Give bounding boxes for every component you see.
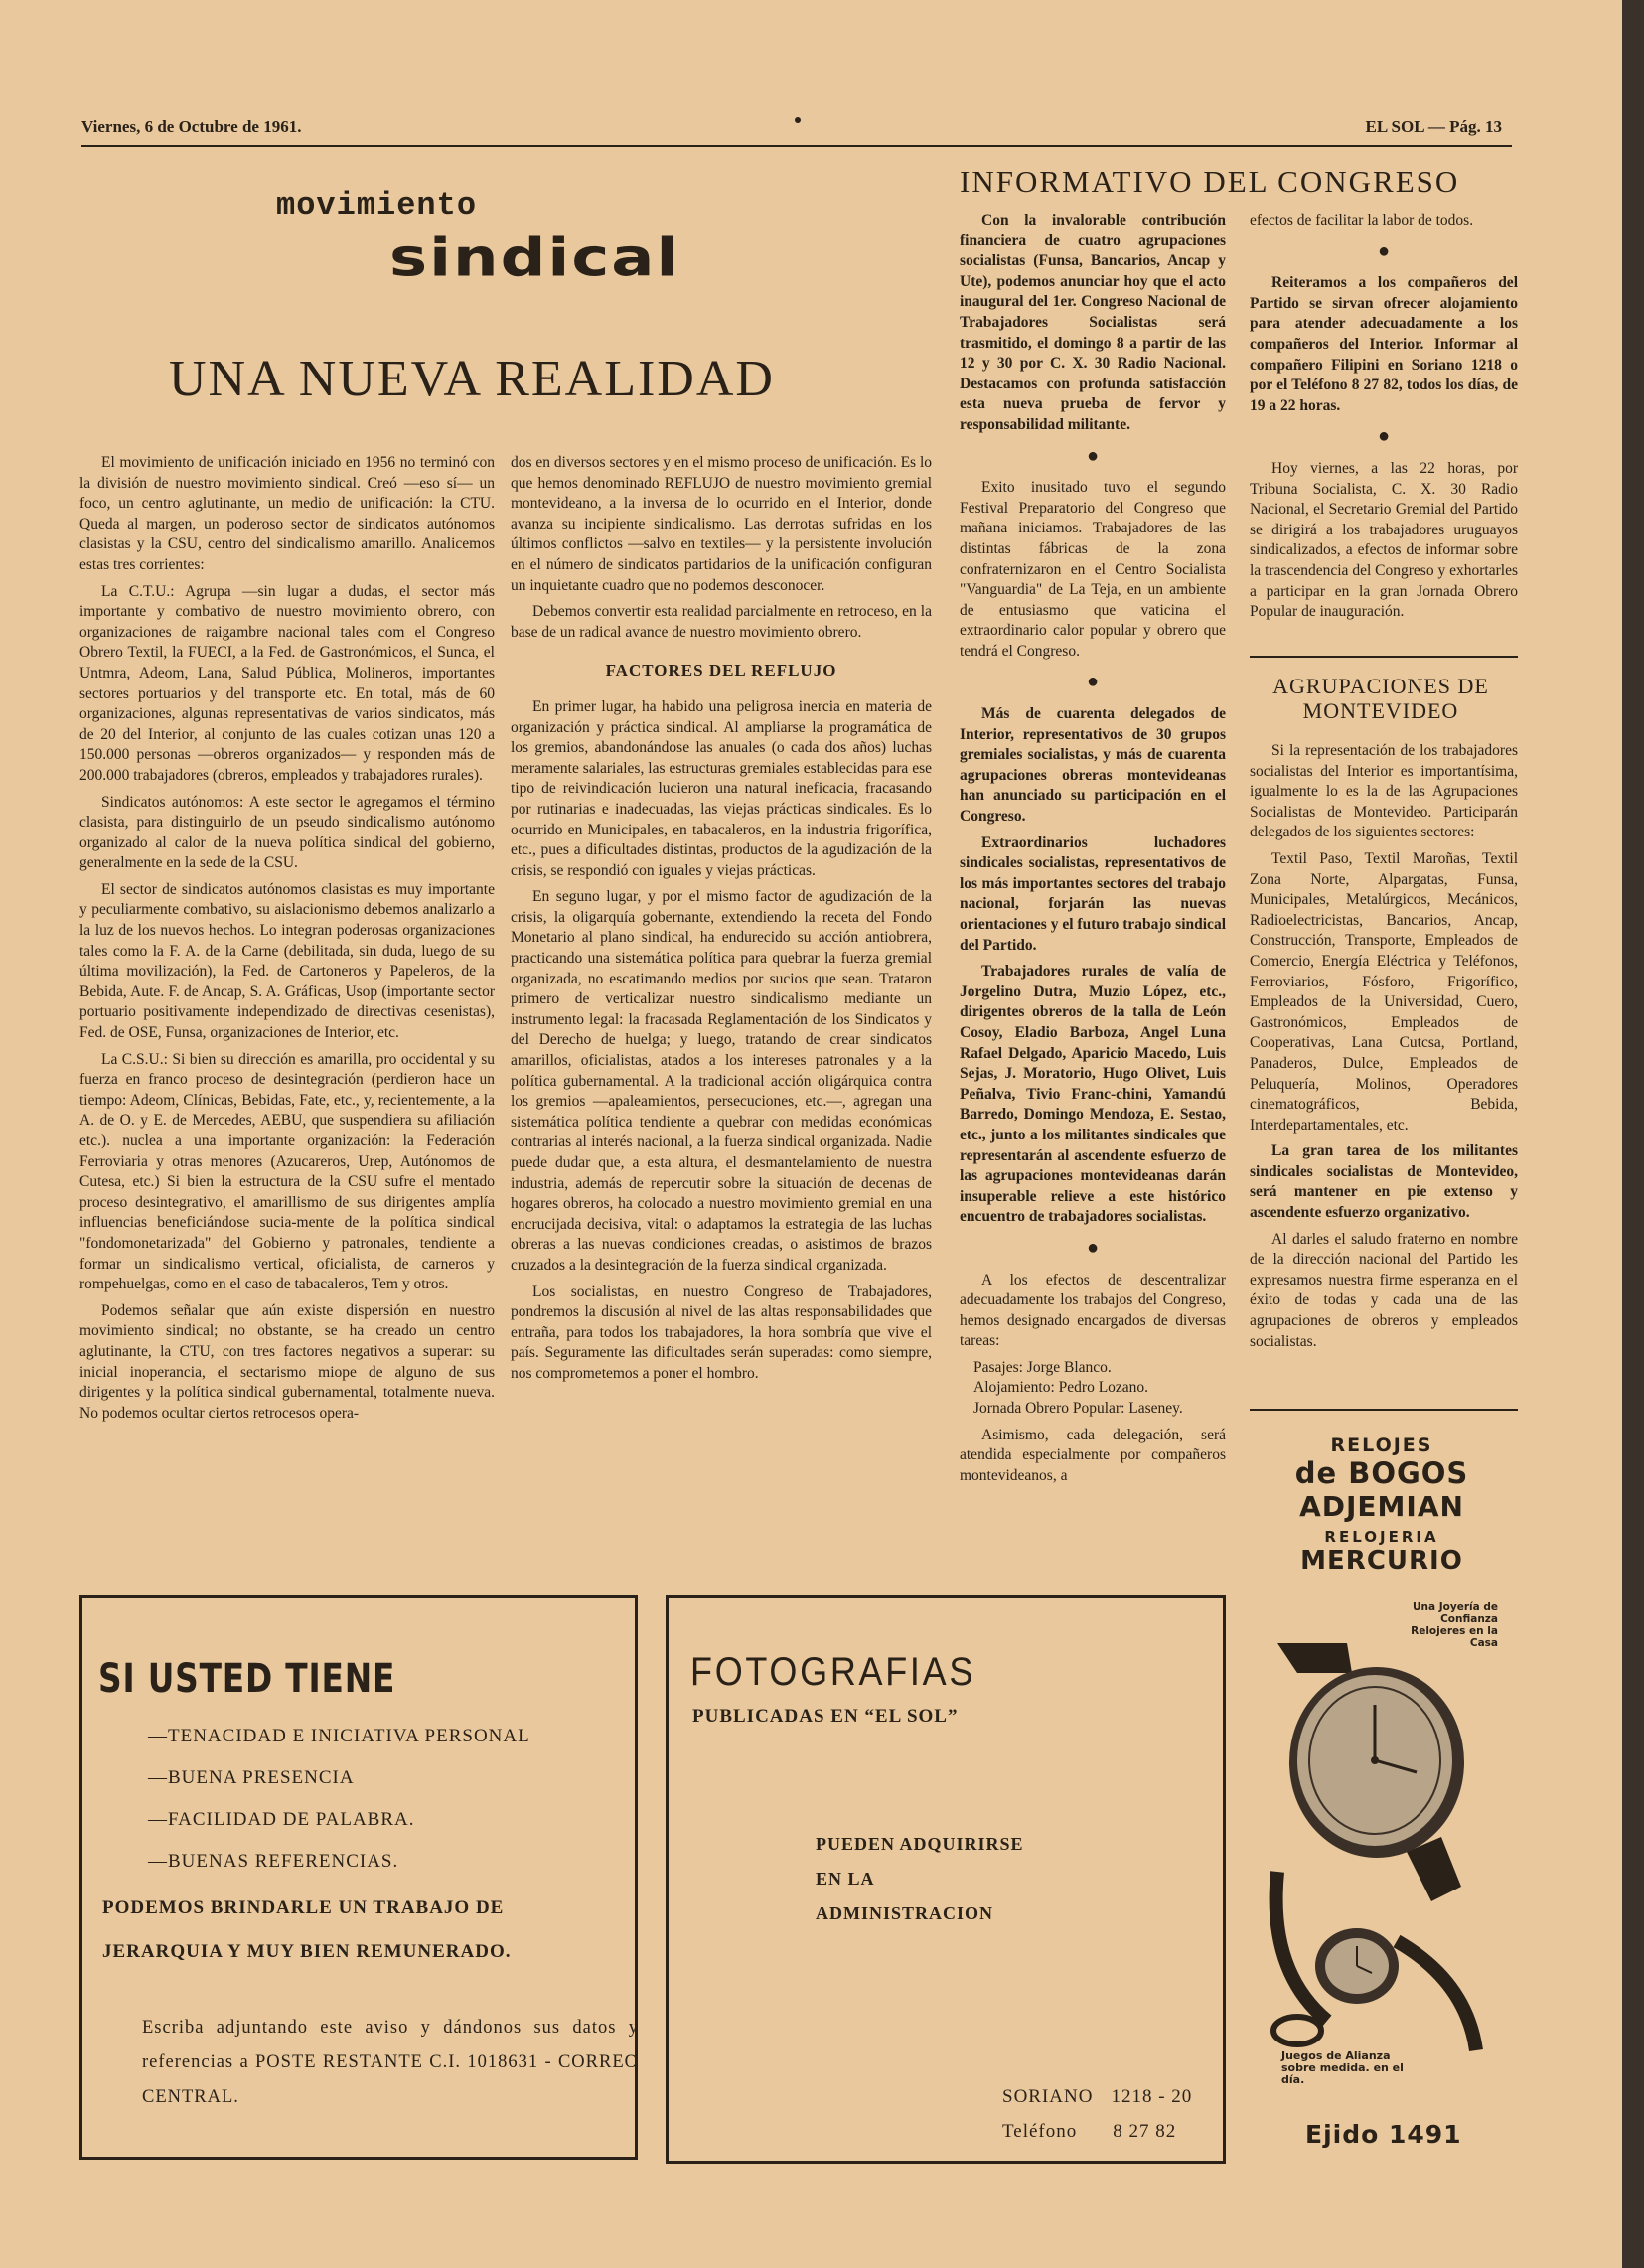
info-paragraph: Más de cuarenta delegados de Interior, representativos de 30 grupos gremiales socialistas, y más de cuarenta agrupaciones obreras montevideanas han anunciado su participación en el Congreso.	[960, 705, 1226, 826]
col2-paragraph: En seguno lugar, y por el mismo factor de agudización de la crisis, la oligarquía gobernante, extendiendo la receta del Fondo Monetario al plano sindical, ha endurecido su acción antiobrera, practicando una sistemática política para quebrar la fuerza gremial organizada, no escatimando medios por sucios que sean. Trataron primero de verticalizar nuestro sindicalismo mediante un instrumento legal: la fracasada Reglamentación de los Sindicatos y del Derecho de huelga; y luego, tratando de crear sindicatos amarillos, oficialistas, atados a los intereses patronales y a la política gubernamental. A la tradicional acción oligárquica contra los gremios —apaleamientos, persecuciones, etc.—, agregan una sistemática política tendiente a quebrar con medidas económicas contrarias al interés nacional, a la fuerza sindical organizada. Nadie puede dudar que, a esta altura, el desmantelamiento de nuestra industria, además de repercutir sobre la situación de decenas de hogares obreros, ha colocado a nuestro movimiento gremial en una encrucijada decisiva, vital: o adaptamos la estrategia de las luchas obreras a las nuevas condiciones creadas, o asistimos de brazos cruzados a la desintegración de la fuerza sindical organizada.	[511, 888, 932, 1274]
agr-paragraph: La gran tarea de los militantes sindicales socialistas de Montevideo, será mantener en pie extenso y ascendente esfuerzo organizativo.	[1250, 1142, 1518, 1222]
ad-relojes-line1: RELOJES	[1330, 1435, 1433, 1456]
watch-icon	[1277, 1643, 1464, 1901]
ad-relojes	[1258, 1435, 1506, 2170]
info-paragraph: Trabajadores rurales de valía de Jorgelino Dutra, Muzio López, etc., dirigentes obreros de la talla de León Cosoy, Eladio Barboza, Angel Luna Rafael Delgado, Aparicio Macedo, Luis Sejas, J. Moratorio, Hugo Olivet, Luis Peñalva, Tivio Franc-chini, Yamandú Barredo, Domingo Mendoza, E. Sestao, etc., junto a los militantes sindicales que representarán al ascendente esfuerzo de las agrupaciones montevideanas darán insuperable relieve a este histórico encuentro de trabajadores socialistas.	[960, 963, 1226, 1226]
ad-fotos-subtitle: PUBLICADAS EN “EL SOL”	[692, 1706, 959, 1727]
ring-icon	[1273, 2017, 1321, 2044]
ad-empleo-contact: Escriba adjuntando este aviso y dándonos sus datos y referencias a POSTE RESTANTE C.I. 1018631 - CORREO CENTRAL.	[142, 2018, 639, 2107]
subhead: FACTORES DEL REFLUJO	[605, 661, 837, 680]
small-watch-icon	[1276, 1872, 1476, 2050]
info-paragraph: Hoy viernes, a las 22 horas, por Tribuna Socialista, C. X. 30 Radio Nacional, el Secretario Gremial del Partido se dirigirá a los trabajadores uruguayos sindicalizados, a efectos de informar sobre la trascendencia del Congreso y exhortarles a participar en la gran Jornada Obrero Popular de inauguración.	[1250, 459, 1518, 621]
header-rule	[81, 145, 1512, 147]
article-column-1	[79, 453, 495, 1430]
ad-empleo-item: — FACILIDAD DE PALABRA.	[148, 1799, 530, 1841]
ad-empleo-title: SI USTED TIENE	[98, 1656, 396, 1702]
section-rule	[1250, 656, 1518, 658]
col1-paragraph: El movimiento de unificación iniciado en 1956 no terminó con la división de nuestro movimiento sindical. Creó —eso sí— un foco, un centro aglutinante, un medio de unificación: la CTU. Queda al margen, un poderoso sector de sindicatos autónomos clasistas y la CSU, centro del sindicalismo amarillo. Analicemos estas tres corrientes:	[79, 454, 495, 573]
bullet: ●	[1086, 444, 1100, 467]
bullet: ●	[1086, 671, 1100, 693]
ad-fotos-line: ADMINISTRACION	[816, 1903, 994, 1923]
info-paragraph: Extraordinarios luchadores sindicales socialistas, representativos de los más importantes sectores del trabajo nacional, forjarán las nuevas orientaciones y el futuro trabajo sindical del Partido.	[960, 833, 1226, 954]
header-dot	[795, 117, 801, 123]
header-page: EL SOL — Pág. 13	[1365, 117, 1502, 136]
col1-paragraph: La C.T.U.: Agrupa —sin lugar a dudas, el sector más importante y combativo de nuestro movimiento obrero, con organizaciones de raigambre nacional tales com el Congreso Obrero Textil, la FUECI, a la Fed. de Gastronómicos, el Sunca, el Untmra, Adeom, Lana, Salud Pública, Molineros, importantes sectores portuarios y del transporte etc. En total, más de 60 organizaciones, algunas representativas de varios sindicatos, más de 20 del Interior, al conjunto de las cuales cotizan unas 120 a 150.000 personas —obreros organizados— y responden más de 200.000 trabajadores (obreros, empleados y trabajadores rurales).	[79, 582, 495, 784]
ad-empleo-item: — BUENA PRESENCIA	[148, 1757, 530, 1799]
col2-paragraph: Los socialistas, en nuestro Congreso de Trabajadores, pondremos la discusión al nivel de las altas responsabilidades que entraña, para todos los trabajadores, la hora sombría que vive el país. Seguramente las dificultades serán superadas: como siempre, nos comprometemos a poner el hombro.	[511, 1283, 932, 1382]
watch-illustration	[1258, 1643, 1506, 2060]
ad-empleo-offer: PODEMOS BRINDARLE UN TRABAJO DE JERARQUIA Y MUY BIEN REMUNERADO.	[102, 1897, 512, 1962]
ad-fotografias	[666, 1595, 1226, 2164]
ad-relojes-slogan: Una Joyería de Confianza Relojeres en la Casa	[1411, 1601, 1498, 1649]
info-paragraph: Con la invalorable contribución financiera de cuatro agrupaciones socialistas (Funsa, Bancarios, Ancap y Ute), podemos anunciar hoy que el acto inaugural del 1er. Congreso Nacional de Trabajadores Socialistas será trasmitido, el domingo 8 a partir de las 12 y 30 por C. X. 30 Radio Nacional. Destacamos con profunda satisfacción esta nueva prueba de fervor y responsabilidad militante.	[960, 212, 1226, 433]
col1-paragraph: La C.S.U.: Si bien su dirección es amarilla, pro occidental y su fuerza en franco proceso de desintegración (perdieron hace un tiempo: Adeom, Clínicas, Bebidas, Fate, etc., y, recientemente, a la A. de O. y E. de Mercedes, AEBU, que suspendiera su afiliación etc.). nuclea a una importante organización: la Federación Ferroviaria y otras menores (Azucareros, Urep, Autónomos de Cutesa, etc.) Si bien la estructura de la CSU sufre el mentado proceso desintegrativo, el amarillismo de sus dirigentes amplía influencias beneficiándose sucia-mente de la política sindical "fondomonetarizada" del Gobierno y patronales, tendiente a formar un sindicalismo vertical, oficialista, de carneros y rompehuelgas, como en el caso de tabacaleros, Tem y otros.	[79, 1050, 495, 1293]
ad-relojes-line2: de BOGOS	[1294, 1456, 1469, 1490]
informativo-column-2	[1250, 211, 1518, 629]
agrupaciones-column	[1250, 741, 1518, 1358]
section-rule	[1250, 1409, 1518, 1411]
agr-paragraph: Si la representación de los trabajadores socialistas del Interior es importantísima, igualmente lo es la de las Agrupaciones Socialistas de Montevideo. Participarán delegados de los siguientes sectores:	[1250, 742, 1518, 841]
article-column-2	[511, 453, 932, 1391]
task-item: Alojamiento: Pedro Lozano.	[973, 1379, 1149, 1397]
col1-paragraph: Podemos señalar que aún existe dispersión en nuestro movimiento sindical; no obstante, se ha creado un centro aglutinante, la CTU, con tres factores negativos a superar: su inicial inoperancia, el sectarismo miope de alguno de sus dirigentes y la política sindical gubernamental, totalmente nueva. No podemos ocultar ciertos retrocesos opera-	[79, 1301, 495, 1422]
ad-relojes-address: Ejido 1491	[1305, 2120, 1462, 2149]
section-kicker: movimiento	[276, 187, 478, 224]
ad-empleo	[79, 1595, 638, 2160]
ad-empleo-item: — BUENAS REFERENCIAS.	[148, 1841, 530, 1883]
ad-relojes-line5: MERCURIO	[1300, 1546, 1463, 1576]
ad-fotos-line: PUEDEN ADQUIRIRSE	[816, 1834, 1024, 1854]
agr-paragraph: Textil Paso, Textil Maroñas, Textil Zona Norte, Alpargatas, Funsa, Municipales, Metalúrgicos, Mecánicos, Radioelectricistas, Bancarios, Ancap, Construcción, Transporte, Empleados de Comercio, Energía Eléctrica y Teléfonos, Ferroviarios, Fósforo, Frigorífico, Empleados de la Universidad, Cuero, Gastronómicos, Empleados de Cooperativas, Lana Cutcsa, Portland, Panaderos, Dulce, Empleados de Peluquería, Molinos, Operadores cinematográficos, Bebida, Interdepartamentales, etc.	[1250, 849, 1518, 1134]
info-paragraph: Asimismo, cada delegación, será atendida especialmente por compañeros montevideanos, a	[960, 1426, 1226, 1484]
phone-label: Teléfono	[1002, 2121, 1078, 2142]
task-item: Pasajes: Jorge Blanco.	[973, 1358, 1112, 1376]
col2-paragraph: En primer lugar, ha habido una peligrosa inercia en materia de organización y práctica sindical. Al ampliarse la programática de los gremios, abandonándose las anuales (o cada dos años) luchas meramente salariales, las estructuras gremiales establecidas para ese tipo de reivindicación lucieron una natural ineficacia, fracasando por rutinarias e inadecuadas, las viejas prácticas sindicales. Es lo ocurrido en Municipales, en tabacaleros, en la industria frigorífica, etc., pues a dificultades distintas, productos de la agudización de la crisis, se respondió con iguales y viejas prácticas.	[511, 697, 932, 879]
bullet: ●	[1377, 239, 1391, 262]
ad-fotos-lines	[816, 1827, 1024, 1931]
col2-paragraph: Debemos convertir esta realidad parcialmente en retroceso, en la base de un radical avance de nuestro movimiento obrero.	[511, 603, 932, 641]
paper-edge	[1622, 0, 1644, 2268]
ad-relojes-juegos: Juegos de Alianza sobre medida. en el día.	[1281, 2049, 1404, 2086]
col1-paragraph: El sector de sindicatos autónomos clasistas es muy importante y peculiarmente combativo, su aislacionismo debemos analizarlo a la luz de los nuevos hechos. Lo integran poderosas organizaciones tales como la F. A. de la Carne (debilitada, sin duda, luego de su última movilización), la Fed. de Cartoneros y Papeleros, de la Bebida, Aute. F. de Ancap, S. A. Gráficas, Usop (importante sector portuario positivamente independizado de directivas cesenistas), Fed. de OSE, Funsa, organizaciones de Interior, etc.	[79, 880, 495, 1042]
ad-empleo-item: — TENACIDAD E INICIATIVA PERSONAL	[148, 1716, 530, 1757]
info-paragraph: efectos de facilitar la labor de todos.	[1250, 212, 1474, 228]
agrupaciones-title: AGRUPACIONES DE MONTEVIDEO	[1272, 674, 1489, 723]
address-label: SORIANO	[1002, 2086, 1094, 2107]
header-date: Viernes, 6 de Octubre de 1961.	[81, 117, 302, 136]
ad-relojes-line3: ADJEMIAN	[1299, 1490, 1464, 1523]
informativo-title: INFORMATIVO DEL CONGRESO	[960, 164, 1460, 199]
bullet: ●	[1086, 1236, 1100, 1259]
ad-fotos-address	[1002, 2079, 1192, 2149]
info-paragraph: Reiteramos a los compañeros del Partido se sirvan ofrecer alojamiento para atender adecuadamente a los compañeros del Interior. Informar al compañero Filipini en Soriano 1218 o por el Teléfono 8 27 82, todos los días, de 19 a 22 horas.	[1250, 274, 1518, 414]
phone-value: 8 27 82	[1113, 2121, 1177, 2142]
ad-fotos-title: FOTOGRAFIAS	[690, 1650, 976, 1694]
col2-paragraph: dos en diversos sectores y en el mismo proceso de unificación. Es lo que hemos denominado REFLUJO de nuestro movimiento gremial montevideano, a la inversa de lo ocurrido en el Interior, donde avanza su incipiente sindicalismo. Las derrotas sufridas en los últimos conflictos —salvo en textiles— y la persistente involución en el número de sindicatos partidarios de la unificación configuran un inquietante cuadro que no podemos desconocer.	[511, 454, 932, 594]
col1-paragraph: Sindicatos autónomos: A este sector le agregamos el término clasista, para distinguirlo de un pseudo sindicalismo autónomo organizado al calor de la nueva política sindical del gobierno, generalmente en la sede de la CSU.	[79, 793, 495, 872]
article-title: UNA NUEVA REALIDAD	[169, 351, 775, 407]
agr-paragraph: Al darles el saludo fraterno en nombre de la dirección nacional del Partido les expresamos nuestra firme esperanza en el éxito de todas y cada una de las agrupaciones de obreros y empleados socialistas.	[1250, 1230, 1518, 1350]
ad-relojes-line4: RELOJERIA	[1324, 1528, 1439, 1546]
address-value: 1218 - 20	[1111, 2086, 1193, 2107]
task-item: Jornada Obrero Popular: Laseney.	[973, 1400, 1183, 1418]
bullet: ●	[1377, 425, 1391, 448]
section-logo: sindical	[389, 228, 680, 289]
info-paragraph: Exito inusitado tuvo el segundo Festival Preparatorio del Congreso que mañana iniciamos. Trabajadores de las distintas fábricas de la zona confraternizaron en el Centro Socialista "Vanguardia" de La Teja, en un ambiente de entusiasmo que vaticina el extraordinario calor popular y obrero que tendrá el Congreso.	[960, 479, 1226, 660]
ad-fotos-line: EN LA	[816, 1869, 875, 1889]
page-header	[81, 117, 1502, 143]
info-paragraph: A los efectos de descentralizar adecuadamente los trabajos del Congreso, hemos designado encargados de diversas tareas:	[960, 1271, 1226, 1350]
ad-empleo-list	[148, 1716, 530, 1883]
informativo-column-1	[960, 211, 1226, 1492]
